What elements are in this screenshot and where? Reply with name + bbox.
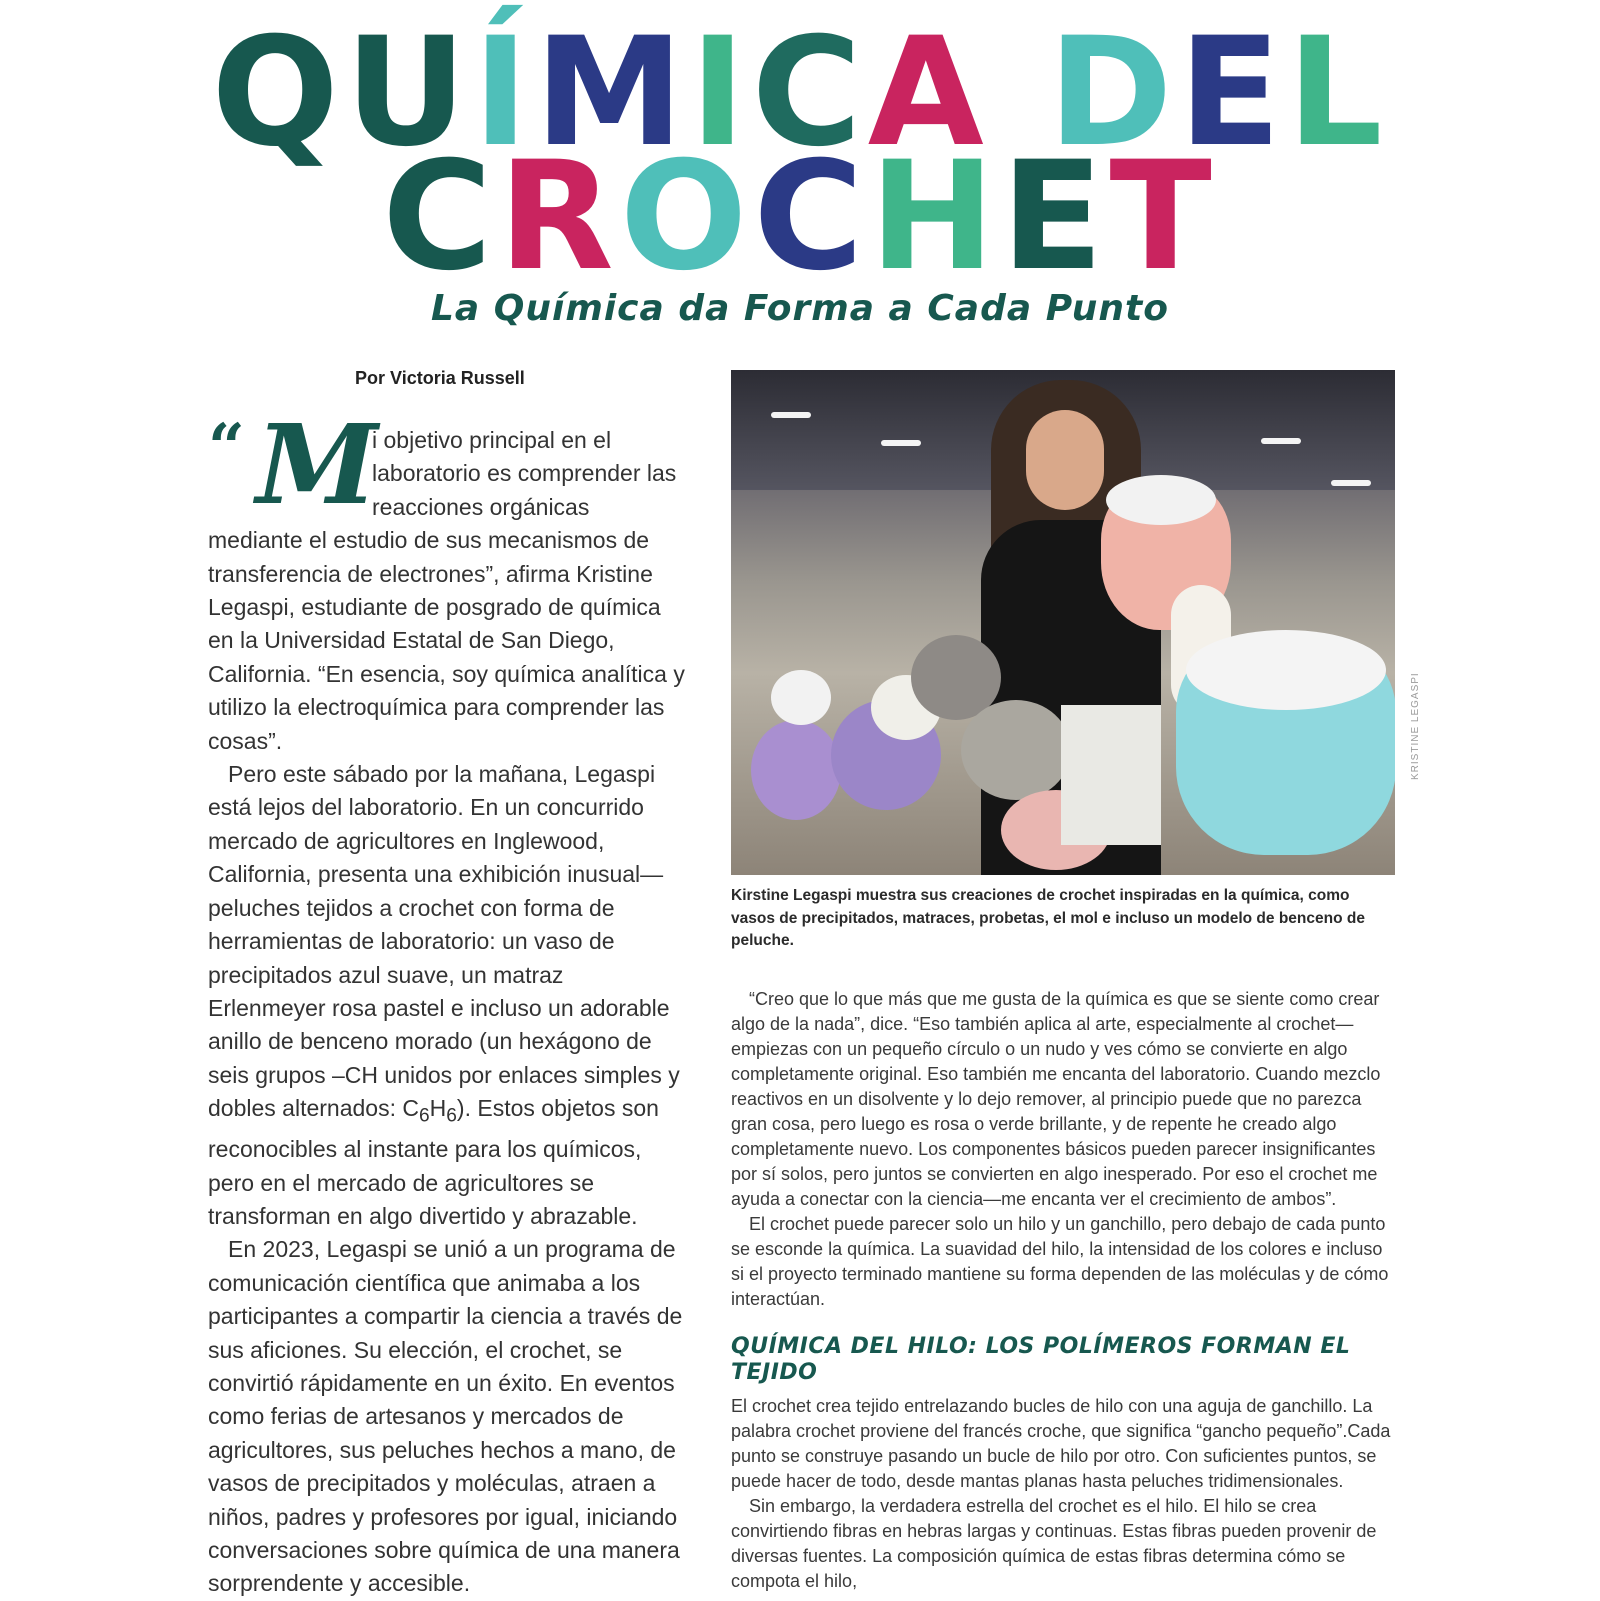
photo-info-sheet: [1061, 705, 1161, 845]
benzene-formula: $C_6H_6$: [402, 1095, 457, 1127]
title-letter: C: [753, 130, 870, 304]
plush-chef-hat: [1106, 475, 1216, 525]
title-letter: Í: [472, 6, 535, 180]
paragraph-2-text-b: ). Estos objetos son reconocibles al instante para los químicos, pero en el mercado de agricultores se transforman en algo divertido y abrazable.: [208, 1095, 659, 1229]
title-letter: T: [1109, 130, 1218, 304]
title-letter: R: [498, 130, 620, 304]
paragraph-2: [208, 758, 686, 1233]
title-letter: I: [689, 6, 752, 180]
subtitle: La Química da Forma a Cada Punto: [430, 288, 1169, 329]
title-letter: C: [751, 6, 868, 180]
paragraph-1-text: i objetivo principal en el laboratorio es comprender las reacciones orgánicas mediante el estudio de sus mecanismos de transferencia de electrones”, afirma Kristine Legaspi, estudiante de posgrado de química en la Universidad Estatal de San Diego, California. “En esencia, soy química analítica y utilizo la electroquímica para comprender las cosas”.: [208, 427, 685, 754]
paragraph-2-text-a: Pero este sábado por la mañana, Legaspi está lejos del laboratorio. En un concurrido mercado de agricultores en Inglewood, California, presenta una exhibición inusual—peluches tejidos a crochet con forma de herramientas de laboratorio: un vaso de precipitados azul suave, un matraz Erlenmeyer rosa pastel e incluso un adorable anillo de benceno morado (un hexágono de seis grupos –CH unidos por enlaces simples y dobles alternados:: [208, 761, 680, 1122]
title-letter: O: [619, 130, 754, 304]
paragraph-polymer: El crochet crea tejido entrelazando bucles de hilo con una aguja de ganchillo. La palabra crochet proviene del francés croche, que significa “gancho pequeño”.Cada punto se construye pasando un bucle de hilo por otro. Con suficientes puntos, se puede hacer de todo, desde mantas planas hasta peluches tridimensionales.: [731, 1396, 1391, 1491]
photo-legaspi-crochet: [731, 370, 1395, 875]
section-heading: QUÍMICA DEL HILO: LOS POLÍMEROS FORMAN EL TEJIDO: [731, 1334, 1351, 1385]
dropcap-block: [208, 400, 378, 529]
left-column: [208, 400, 686, 1601]
title-letter: D: [1048, 6, 1179, 180]
quote-mark: “: [208, 410, 245, 485]
title-line-2: [0, 130, 1600, 304]
paragraph-crochet: El crochet puede parecer solo un hilo y un ganchillo, pero debajo de cada punto se esconde la química. La suavidad del hilo, la intensidad de los colores e incluso si el proyecto terminado mantiene su forma dependen de las moléculas y de cómo interactúan.: [731, 1214, 1389, 1309]
title-letter: C: [382, 130, 499, 304]
title-letter: Q: [211, 6, 345, 180]
title-letter: E: [1178, 6, 1288, 180]
ceiling-light: [771, 412, 811, 418]
photo-caption: Kirstine Legaspi muestra sus creaciones de crochet inspiradas en la química, como vasos de precipitados, matraces, probetas, el mol e incluso un modelo de benceno de peluche.: [731, 887, 1365, 949]
plush-atom: [771, 670, 831, 725]
plush-benzene-part: [751, 720, 841, 820]
title-letter: H: [869, 130, 1001, 304]
plush-gray: [961, 700, 1071, 800]
ceiling-light: [1331, 480, 1371, 486]
right-column: [731, 987, 1391, 1594]
photo-credit: KRISTINE LEGASPI: [1410, 672, 1421, 780]
paragraph-1: [208, 400, 686, 758]
plush-beaker-top: [1186, 630, 1386, 710]
title-letter: M: [534, 6, 690, 180]
quote-paragraph: “Creo que lo que más que me gusta de la química es que se siente como crear algo de la nada”, dice. “Eso también aplica al arte, especialmente al crochet—empiezas con un pequeño círculo o un nudo y ves cómo se convierte en algo completamente original. Eso también me encanta del laboratorio. Cuando mezclo reactivos en un disolvente y lo dejo remover, al principio puede que no parezca gran cosa, pero luego es rosa o verde brillante, y de repente he creado algo completamente nuevo. Los componentes básicos pueden parecer insignificantes por sí solos, pero juntos se convierten en algo inesperado. Por eso el crochet me ayuda a conectar con la ciencia—me encanta ver el crecimiento de ambos”.: [731, 989, 1381, 1209]
paragraph-3: En 2023, Legaspi se unió a un programa de comunicación científica que animaba a los participantes a compartir la ciencia a través de sus aficiones. Su elección, el crochet, se convirtió rápidamente en un éxito. En eventos como ferias de artesanos y mercados de agricultores, sus peluches hechos a mano, de vasos de precipitados y moléculas, atraen a niños, padres y profesores por igual, iniciando conversaciones sobre química de una manera sorprendente y accesible.: [208, 1236, 683, 1597]
title-letter: U: [344, 6, 473, 180]
title-letter: L: [1287, 6, 1389, 180]
paragraph-yarn: Sin embargo, la verdadera estrella del crochet es el hilo. El hilo se crea convirtiendo fibras en hebras largas y continuas. Estas fibras pueden provenir de diversas fuentes. La composición química de estas fibras determina cómo se compota el hilo,: [731, 1496, 1377, 1591]
dropcap-letter: M: [256, 400, 378, 529]
title-letter: E: [1000, 130, 1110, 304]
title-letter: A: [867, 6, 990, 180]
ceiling-light: [881, 440, 921, 446]
byline: Por Victoria Russell: [355, 368, 525, 388]
ceiling-light: [1261, 438, 1301, 444]
person-face: [1026, 410, 1104, 510]
